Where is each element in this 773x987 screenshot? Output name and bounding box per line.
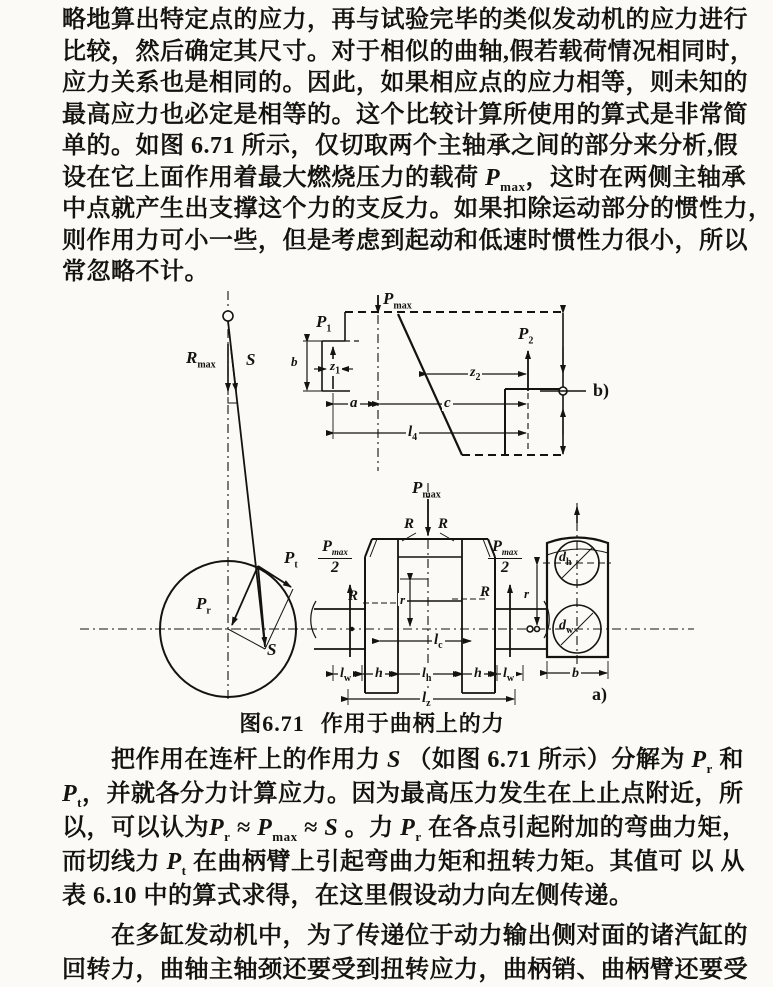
- label-rmax: $R_{max}$: [186, 347, 216, 370]
- label-c-dim: c: [444, 394, 451, 411]
- label-pt: $P_t$: [284, 547, 298, 570]
- label-h-right: h: [474, 665, 482, 681]
- label-dh: $d_h$: [559, 549, 572, 568]
- paragraph-3: 在多缸发动机中，为了传递位于动力输出侧对面的诸汽缸的 回转力，曲轴主轴颈还要受到扭转应力，曲柄销、曲柄臂还要受: [62, 922, 748, 983]
- label-pmax-b: $P_{max}$: [383, 288, 412, 311]
- label-a-dim: a: [350, 394, 358, 411]
- figure-671: [60, 289, 708, 707]
- label-sub-b: b): [593, 379, 610, 400]
- label-lc: $l_c$: [434, 631, 443, 651]
- label-s-vector: S: [267, 639, 277, 659]
- paragraph-2: 把作用在连杆上的作用力 S （如图 6.71 所示）分解为 $P_r$ 和 $P_t$，并就各分力计算应力。因为最高压力发生在上止点附近，所 以，可以认为$P_r \approx P_{max} \approx S$ 。力 $P_r$ 在各点引起附加的弯曲力矩， 而切线力 $P_t$ 在曲柄臂上引起弯曲力矩和扭转力矩。其值可 以 从 表 6.10 中的算式求得，在这里假设动力向左侧传递。: [62, 746, 747, 909]
- label-r-fillet-low-left: R: [348, 587, 359, 604]
- label-b-dim: b: [291, 353, 298, 369]
- label-s-rod: S: [246, 349, 256, 369]
- paragraph-1: 略地算出特定点的应力，再与试验完毕的类似发动机的应力进行 比较，然后确定其尺寸。对于相似的曲轴,假若载荷情况相同时， 应力关系也是相同的。因此，如果相应点的应力相等，则未知的 最高应力也必定是相等的。这个比较计算所使用的算式是非常简 单的。如图 6.71 所示，仅切取两个主轴承之间的部分来分析,假 设在它上面作用着最大燃烧压力的载荷 $P_{max}$，这时在两侧主轴承 中点就产生出支撑这个力的支反力。如果扣除运动部分的惯性力， 则作用力可小一些，但是考虑到起动和低速时惯性力很小，所以 常忽略不计。: [62, 7, 773, 285]
- label-half-pmax-left: $P_{max}$ 2: [318, 539, 352, 576]
- figure-caption-title: 作用于曲柄上的力: [320, 710, 505, 736]
- label-half-pmax-right: $P_{max}$ 2: [488, 539, 522, 576]
- label-z2: $z_2$: [470, 364, 481, 383]
- figure-671-drawing: [60, 289, 708, 707]
- figure-caption-number: 图6.71: [239, 710, 305, 736]
- label-l4: $l_4$: [408, 423, 418, 443]
- label-p1: $P_1$: [316, 311, 332, 334]
- figure-caption: [62, 711, 682, 737]
- label-r-fillet-low-right: R: [480, 583, 491, 600]
- label-sub-a: a): [592, 683, 607, 704]
- label-r-dim-side: r: [524, 585, 530, 601]
- label-r-fillet-top-right: R: [438, 515, 449, 532]
- label-lw-left: $l_w$: [340, 665, 352, 684]
- label-lh: $l_h$: [422, 665, 432, 684]
- label-lw-right: $l_w$: [503, 665, 515, 684]
- label-r-fillet-top-left: R: [404, 515, 415, 532]
- label-h-left: h: [375, 665, 383, 681]
- label-dw: $d_w$: [559, 617, 574, 636]
- label-b-width: b: [572, 665, 579, 681]
- label-p2: $P_2$: [518, 323, 534, 346]
- label-r-dim-front: r: [400, 591, 406, 607]
- label-z1: $z_1$: [330, 357, 341, 377]
- label-pr: $P_r$: [196, 593, 211, 616]
- label-pmax-a: $P_{max}$: [412, 477, 441, 500]
- label-lz: $l_z$: [422, 689, 431, 709]
